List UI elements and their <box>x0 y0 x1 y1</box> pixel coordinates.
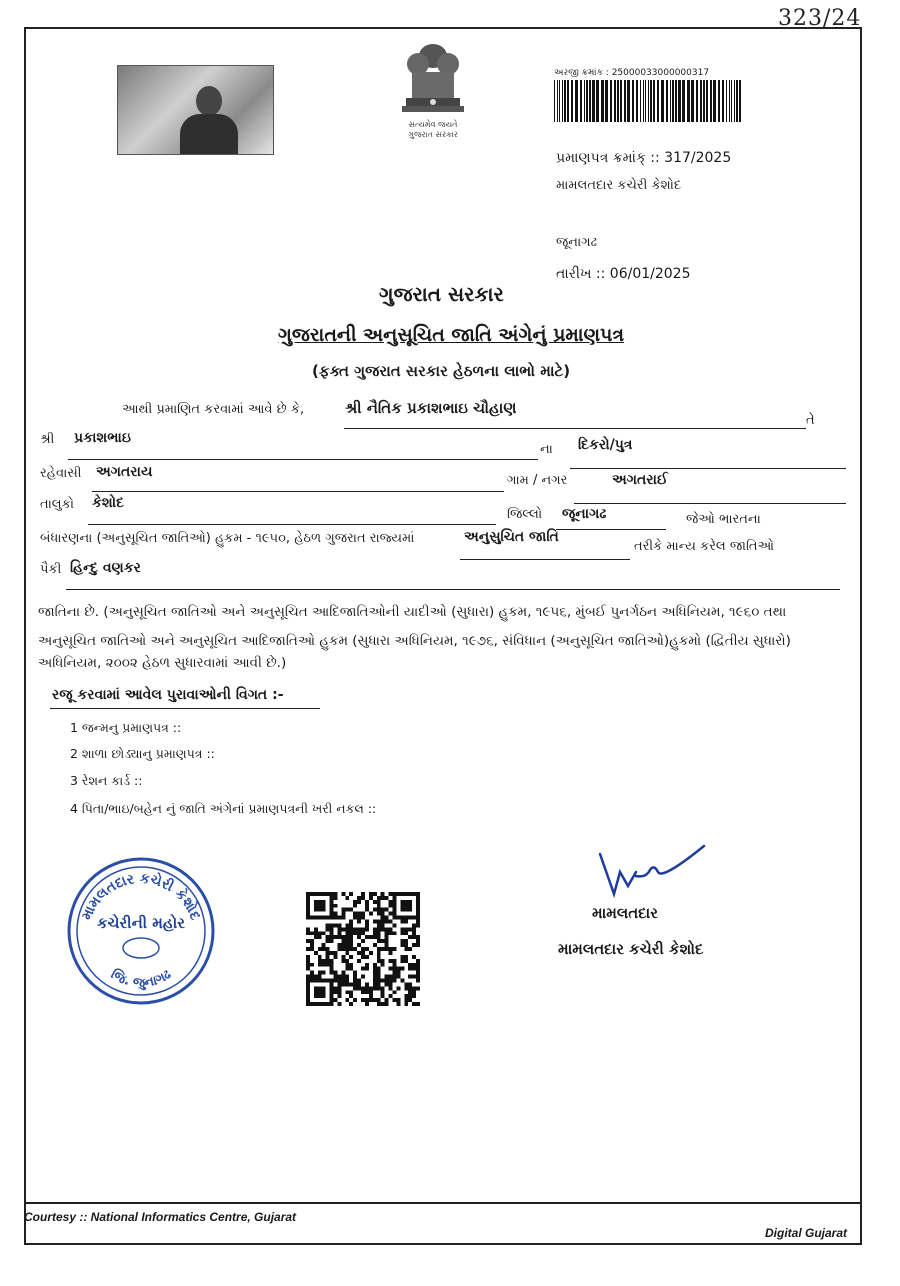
relation: દિકરો/પુત્ર <box>578 437 633 453</box>
footer-divider <box>24 1202 862 1204</box>
caste-value: હિન્દુ વણકર <box>70 560 141 576</box>
taluka-underline <box>88 524 496 525</box>
seal-center-text: કચેરીની મહોર <box>96 914 186 932</box>
document-item: 1 જન્મનુ પ્રમાણપત્ર :: <box>70 720 182 735</box>
shri-label: શ્રી <box>40 432 55 447</box>
officer-signature <box>592 842 712 902</box>
father-underline <box>68 459 538 460</box>
relation-underline <box>570 468 846 469</box>
certificate-usage-note: (ફક્ત ગુજરાત સરકાર હેઠળના લાભો માટે) <box>312 362 571 380</box>
resident-label: રહેવાસી <box>40 466 82 481</box>
legal-paragraph-line-2: અનુસૂચિત જાતિઓ અને અનુસૂચિત આદિજાતિઓ હુકમ (સુધારા અધિનિયમ, ૧૯૭૬, સંવિધાન (અનુસૂચિત જાતિઓ)હુકમો (દ્વિતીય સુધારો) <box>38 633 791 649</box>
holder-name: શ્રી નૈતિક પ્રકાશભાઇ ચૌહાણ <box>345 399 517 417</box>
application-number: અરજી ક્રમાંક : 25000033000000317 <box>554 68 710 78</box>
signatory-title: મામલતદાર <box>592 904 658 922</box>
village-value: અગતરાઈ <box>612 472 668 488</box>
verification-qr-code <box>306 892 420 1006</box>
father-name: પ્રકાશભાઇ <box>74 430 131 446</box>
seal-top-text: મામલતદાર કચેરી કેશોદ <box>78 870 204 923</box>
document-item: 4 પિતા/ભાઇ/બહેન નું જાતિ અંગેનાં પ્રમાણપત્રની ખરી નકલ :: <box>70 801 377 816</box>
footer-brand: Digital Gujarat <box>765 1226 848 1240</box>
certificate-title: ગુજરાતની અનુસૂચિત જાતિ અંગેનું પ્રમાણપત્ર <box>278 324 625 346</box>
signatory-office: મામલતદાર કચેરી કેશોદ <box>558 940 704 958</box>
legal-paragraph-line-1: જાતિના છે. (અનુસૂચિત જાતિઓ અને અનુસૂચિત આદિજાતિઓની યાદીઓ (સુધારા) હુકમ, ૧૯૫૬, મુંબઈ પુનર્ગઠન અધિનિયમ, ૧૯૬૦ તથા <box>38 604 787 620</box>
caste-underline <box>66 589 840 590</box>
documents-heading: રજૂ કરવામાં આવેલ પુરાવાઓની વિગત :- <box>52 687 284 703</box>
district-label: જિલ્લો <box>507 507 543 522</box>
government-title: ગુજરાત સરકાર <box>379 282 504 306</box>
handwritten-reference-note: 323/24 <box>778 6 862 31</box>
recognized-text: તરીકે માન્ય કરેલ જાતિઓ <box>634 539 775 554</box>
issuing-office: મામલતદાર કચેરી કેશોદ <box>556 178 682 193</box>
application-barcode <box>554 80 744 122</box>
documents-heading-underline <box>50 708 320 709</box>
category-value: અનુસુચિત જાતિ <box>464 529 559 545</box>
emblem-caption: સત્યમેવ જયતે ગુજરાત સરકાર <box>408 120 458 139</box>
taluka-label: તાલુકો <box>40 497 75 512</box>
applicant-photo <box>117 65 274 155</box>
category-underline <box>460 559 630 560</box>
legal-paragraph-line-3: અધિનિયમ, ૨૦૦૨ હેઠળ સુધારવામાં આવી છે.) <box>38 655 287 671</box>
certificate-number: પ્રમાણપત્ર ક્રમાંક્ :: 317/2025 <box>556 150 732 166</box>
state-emblem <box>388 40 478 140</box>
paiki-label: પૈકી <box>40 562 62 577</box>
document-item: 2 શાળા છોડ્યાનુ પ્રમાણપત્ર :: <box>70 746 215 761</box>
constitution-text: બંધારણના (અનુસૂચિત જાતિઓ) હુકમ - ૧૯૫૦, હેઠળ ગુજરાત રાજ્યમાં <box>40 531 415 546</box>
svg-text:જિ. જુનાગઢ <box>108 965 174 991</box>
taluka-value: કેશોદ <box>92 495 125 511</box>
certify-prefix: આથી પ્રમાણિત કરવામાં આવે છે કે, <box>122 402 305 417</box>
district-underline <box>556 529 666 530</box>
resident-underline <box>92 491 504 492</box>
document-item: 3 રેશન કાર્ડ :: <box>70 773 143 788</box>
village-underline <box>574 503 846 504</box>
seal-bottom-text: જિ. જુનાગઢ <box>108 967 175 991</box>
issuing-district: જૂનાગઢ <box>556 235 598 250</box>
resident-value: અગતરાય <box>96 464 153 480</box>
district-value: જૂનાગઢ <box>562 506 607 522</box>
jeo-bharatna: જેઓ ભારતના <box>686 512 761 527</box>
office-seal <box>66 856 216 1006</box>
te-label: તે <box>806 413 815 428</box>
footer-courtesy: Courtesy :: National Informatics Centre, Gujarat <box>24 1210 297 1224</box>
na-label: ના <box>540 442 553 457</box>
village-label: ગામ / નગર <box>507 473 568 488</box>
issue-date: તારીખ :: 06/01/2025 <box>556 266 691 282</box>
name-underline <box>344 428 806 429</box>
